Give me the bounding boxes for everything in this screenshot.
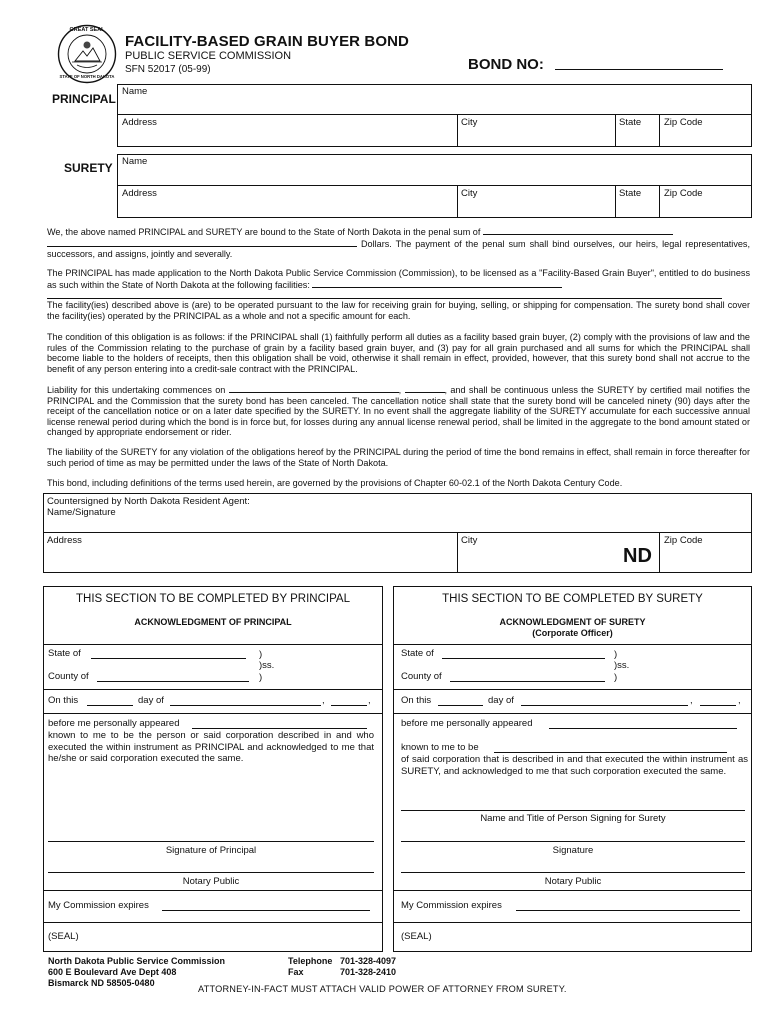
liability-rest-text: , and shall be continuous unless the SURETY by certified mail notifies the PRINCIPAL and the Commission that the surety bond has been canceled. The cancellation notice shall state that the surety bond will be canceled ninety (90) days after the receipt of the cancellation notice or on a later date specified by the SURETY. In no event shall the aggregate liability of the SURETY accumulate for each successive annual license renewal period during which the bond is in force but, for losses during any annual license renewal period, shall be limited in the aggregate to the bond amount stated or changed by appropriate endorsement or rider. [47,385,750,438]
footer-address-2: Bismarck ND 58505-0480 [48,978,155,988]
principal-day-field[interactable] [87,705,133,706]
agent-address-label: Address [47,535,82,546]
surety-section-heading: THIS SECTION TO BE COMPLETED BY SURETY [442,593,703,605]
principal-ack-heading: ACKNOWLEDGMENT OF PRINCIPAL [134,617,292,627]
principal-city-label: City [461,117,478,128]
principal-label: PRINCIPAL [52,92,116,106]
surety-city-field[interactable] [458,186,614,217]
footer-telephone-label: Telephone [288,956,333,966]
surety-paren-1: ) [614,649,618,660]
principal-known-text: known to me to be the person or said corporation described in and who executed the within instrument as PRINCIPAL and acknowledged to me that he/she or said corporation executed the same. [48,730,374,765]
principal-notary-label: Notary Public [182,876,240,887]
governing-law-paragraph: This bond, including definitions of the terms used herein, are governed by the provisions of Chapter 60-02.1 of the North Dakota Century Code. [47,478,623,488]
form-title: FACILITY-BASED GRAIN BUYER BOND [125,33,409,50]
surety-month-field[interactable] [521,705,688,706]
surety-commission-field[interactable] [516,910,740,911]
principal-commission-field[interactable] [162,910,370,911]
principal-commission-label: My Commission expires [48,900,149,911]
dollars-field[interactable] [47,238,357,247]
footer-org: North Dakota Public Service Commission [48,956,226,966]
principal-name-field[interactable] [118,85,751,114]
surety-state-label: State [619,188,642,199]
principal-address-field[interactable] [118,115,456,146]
penal-sum-field[interactable] [483,226,673,235]
footer-fax: 701-328-2410 [340,967,397,977]
state-seal [57,24,117,84]
principal-comma-2: , [368,695,371,706]
facilities-field[interactable] [312,279,562,288]
principal-seal-label: (SEAL) [48,931,79,942]
surety-notary-label: Notary Public [544,876,602,887]
liability-text: Liability for this undertaking commences on [47,385,226,395]
surety-county-label: County of [401,671,442,682]
surety-year-field[interactable] [700,705,736,706]
bond-no-label: BOND NO: [468,56,544,73]
surety-liability-paragraph: The liability of the SURETY for any violation of the obligations hereof by the PRINCIPAL during the period of time the bond remains in effect, shall remain in force thereafter for such period of time as may be permitted under the laws of the State of North Dakota. [47,447,750,468]
agency-name: PUBLIC SERVICE COMMISSION [125,50,292,62]
principal-state-label: State [619,117,642,128]
agent-zip-label: Zip Code [664,535,703,546]
commencement-year-field[interactable] [405,384,445,393]
condition-paragraph: The condition of this obligation is as follows: if the PRINCIPAL shall (1) faithfully perform all duties as a facility based grain buyer, (2) comply with the provisions of law and the rules of the Commission relating to the purchase of grain by a facility based grain buyer, and (3) pay for all grain purchased and all sums for which the PRINCIPAL shall become liable to the holders of receipts, then this obligation shall be void, otherwise it shall remain in effect, provided, however, that this surety bond shall not accrue to the benefit of any person entering into a credit-sale contract with the PRINCIPAL. [47,332,750,374]
surety-seal-label: (SEAL) [401,931,432,942]
bond-no-field[interactable] [555,69,723,70]
dollars-text: Dollars. The payment of the penal sum shall bind ourselves, our heirs, legal representatives, successors, and assigns, jointly and severally. [47,238,750,260]
penal-sum-paragraph [47,226,750,260]
facilities-line[interactable] [47,298,722,299]
footer-address-1: 600 E Boulevard Ave Dept 408 [48,967,177,977]
surety-comma-2: , [738,695,741,706]
principal-name-label: Name [122,86,148,97]
surety-signature-label: Signature [552,845,594,856]
surety-state-of-field[interactable] [442,658,605,659]
surety-address-field[interactable] [118,186,456,217]
surety-zip-label: Zip Code [664,188,703,199]
surety-ack-subheading: (Corporate Officer) [532,628,613,638]
application-text: The PRINCIPAL has made application to the North Dakota Public Service Commission (Commission), to be licensed as a "Facility-Based Grain Buyer", entitled to do business as such within the State of North Dakota at the following facilities: [47,268,750,290]
liability-paragraph: Liability for this undertaking commences on , , and shall be continuous unless the SURETY by certified mail notifies the PRINCIPAL and the Commission that the surety bond has been canceled. The cancellation notice shall state that the surety bond will be canceled ninety (90) days after the receipt of the cancellation notice or on a later date specified by the SURETY. In no event shall the aggregate liability of the SURETY accumulate for each successive annual license renewal period during which the bond is in force but, for losses during any annual license renewal period, shall be limited in the aggregate to the bond amount stated or changed by appropriate endorsement or rider. [47,385,750,438]
surety-commission-label: My Commission expires [401,900,502,911]
form-number: SFN 52017 (05-99) [125,64,211,75]
principal-notary-field[interactable] [48,872,374,873]
principal-zip-label: Zip Code [664,117,703,128]
principal-paren-1: ) [259,649,263,660]
surety-comma: , [690,695,693,706]
principal-county-label: County of [48,671,89,682]
principal-comma: , [322,695,325,706]
principal-section-heading: THIS SECTION TO BE COMPLETED BY PRINCIPAL [76,593,350,605]
surety-known-to-be-label: known to me to be [401,742,479,753]
surety-state-of-label: State of [401,648,434,659]
seal-top-text: GREAT SEAL [69,27,105,33]
commencement-date-field[interactable] [229,384,399,393]
principal-paren-2: ) [259,672,263,683]
agent-address-field[interactable] [44,533,456,572]
principal-address-label: Address [122,117,157,128]
agent-state-value: ND [623,545,652,567]
principal-on-this-label: On this [48,695,79,706]
principal-state-of-label: State of [48,648,81,659]
principal-appeared-field[interactable] [192,728,367,729]
surety-paren-2: ) [614,672,618,683]
footer-note: ATTORNEY-IN-FACT MUST ATTACH VALID POWER OF ATTORNEY FROM SURETY. [198,984,567,994]
surety-city-label: City [461,188,478,199]
surety-appeared-field[interactable] [549,728,737,729]
surety-county-field[interactable] [450,681,605,682]
surety-ss-label: )ss. [614,660,630,671]
surety-name-field[interactable] [118,155,751,185]
surety-signature-field[interactable] [401,841,745,842]
application-paragraph [47,268,750,290]
seal-bottom-text: STATE OF NORTH DAKOTA [59,74,115,79]
surety-name-label: Name [122,156,148,167]
penal-sum-text: We, the above named PRINCIPAL and SURETY are bound to the State of North Dakota in the penal sum of [47,227,481,237]
principal-state-of-field[interactable] [91,658,246,659]
surety-before-me-label: before me personally appeared [401,718,533,729]
footer-telephone: 701-328-4097 [340,956,397,966]
principal-county-field[interactable] [97,681,249,682]
facility-operation-paragraph: The facility(ies) described above is (are) to be operated pursuant to the law for receiving grain for buying, selling, or shipping for compensation. The surety bond shall cover the facility(ies) operated by the PRINCIPAL as a whole and not a specific amount for each. [47,300,750,321]
principal-before-me-label: before me personally appeared [48,718,180,729]
surety-name-title-field[interactable] [401,810,745,811]
surety-name-title-label: Name and Title of Person Signing for Surety [480,813,666,824]
principal-ss-label: )ss. [259,660,275,671]
surety-day-of-label: day of [488,695,514,706]
principal-ack-section [43,586,383,952]
principal-signature-field[interactable] [48,841,374,842]
principal-day-of-label: day of [138,695,164,706]
surety-on-this-label: On this [401,695,432,706]
surety-day-field[interactable] [438,705,483,706]
surety-address-label: Address [122,188,157,199]
surety-label: SURETY [64,161,113,175]
principal-month-field[interactable] [170,705,321,706]
principal-year-field[interactable] [331,705,367,706]
surety-known-text: of said corporation that is described in and that executed the within instrument as SURETY, and acknowledged to me that such corporation executed the same. [401,754,748,777]
principal-signature-label: Signature of Principal [165,845,257,856]
surety-notary-field[interactable] [401,872,745,873]
agent-name-signature-label: Name/Signature [47,507,116,518]
footer-fax-label: Fax [288,967,304,977]
principal-city-field[interactable] [458,115,614,146]
surety-known-to-be-field[interactable] [494,752,727,753]
agent-city-label: City [461,535,478,546]
countersigned-label: Countersigned by North Dakota Resident Agent: [47,496,250,507]
surety-ack-heading: ACKNOWLEDGMENT OF SURETY [499,617,646,627]
